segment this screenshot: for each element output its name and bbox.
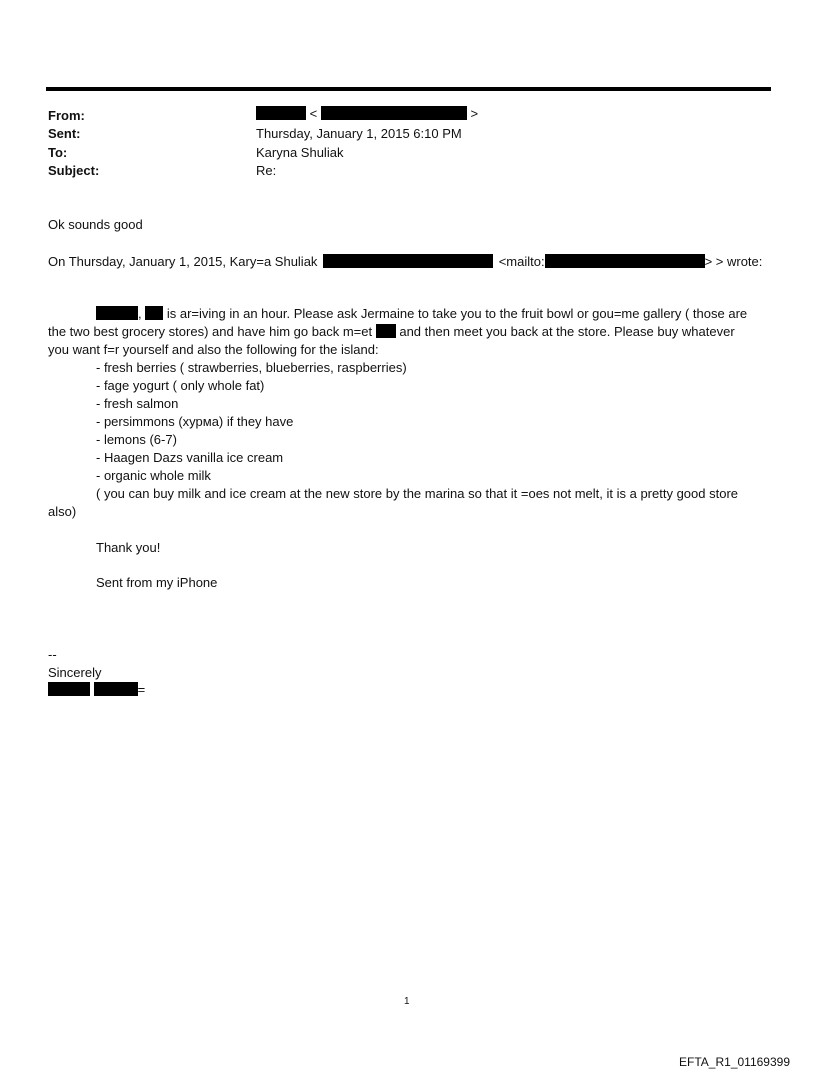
from-value xyxy=(256,106,478,121)
redaction-box xyxy=(545,254,705,268)
signature-name xyxy=(48,682,145,697)
para1-text-b2: and then meet you back at the store. Please buy whatever xyxy=(399,324,735,339)
para1-comma: , xyxy=(138,306,142,321)
redaction-box xyxy=(145,306,163,320)
subject-value: Re: xyxy=(256,163,277,178)
to-value: Karyna Shuliak xyxy=(256,145,344,160)
note-line1: ( you can buy milk and ice cream at the new store by the marina so that it =oes not melt, it is a pretty good store xyxy=(96,486,739,501)
sent-value: Thursday, January 1, 2015 6:10 PM xyxy=(256,126,462,141)
quote-intro xyxy=(48,254,762,269)
list-item: - fresh berries ( strawberries, blueberries, raspberries) xyxy=(96,360,407,375)
redaction-box xyxy=(376,324,396,338)
redaction-box xyxy=(321,106,467,120)
redaction-box xyxy=(94,682,138,696)
para1-line2 xyxy=(48,324,735,339)
redaction-box xyxy=(48,682,90,696)
list-item: - Haagen Dazs vanilla ice cream xyxy=(96,450,284,465)
para1-line3: you want f=r yourself and also the following for the island: xyxy=(48,342,379,357)
thanks-text: Thank you! xyxy=(96,540,161,555)
para1-text-a: is ar=iving in an hour. Please ask Jermaine to take you to the fruit bowl or gou=me gallery ( those are xyxy=(166,306,748,321)
reply-text: Ok sounds good xyxy=(48,217,143,232)
para1-line1 xyxy=(96,306,747,321)
from-label: From: xyxy=(48,108,85,123)
list-item: - persimmons (хурма) if they have xyxy=(96,414,294,429)
sincerely-text: Sincerely xyxy=(48,665,102,680)
redaction-box xyxy=(323,254,493,268)
to-label: To: xyxy=(48,145,68,160)
subject-label: Subject: xyxy=(48,163,100,178)
list-item: - organic whole milk xyxy=(96,468,211,483)
quote-intro-text: On Thursday, January 1, 2015, Kary=a Shuliak xyxy=(48,254,318,269)
list-item: - lemons (6-7) xyxy=(96,432,177,447)
redaction-box xyxy=(256,106,306,120)
from-open-bracket: < xyxy=(309,106,318,121)
redaction-box xyxy=(96,306,138,320)
para1-text-b1: the two best grocery stores) and have him go back m=et xyxy=(48,324,373,339)
shopping-list xyxy=(96,359,407,485)
signature-dashes: -- xyxy=(48,647,57,662)
page-number: 1 xyxy=(404,996,410,1007)
list-item: - fresh salmon xyxy=(96,396,179,411)
sent-label: Sent: xyxy=(48,126,81,141)
sent-from-text: Sent from my iPhone xyxy=(96,575,218,590)
signature-tail: = xyxy=(137,682,146,697)
mailto-prefix: <mailto: xyxy=(498,254,545,269)
note-line2: also) xyxy=(48,504,77,519)
quote-wrote: > > wrote: xyxy=(704,254,763,269)
list-item: - fage yogurt ( only whole fat) xyxy=(96,378,265,393)
from-close-bracket: > xyxy=(470,106,479,121)
bates-number: EFTA_R1_01169399 xyxy=(679,1055,790,1069)
header-rule xyxy=(46,87,771,91)
